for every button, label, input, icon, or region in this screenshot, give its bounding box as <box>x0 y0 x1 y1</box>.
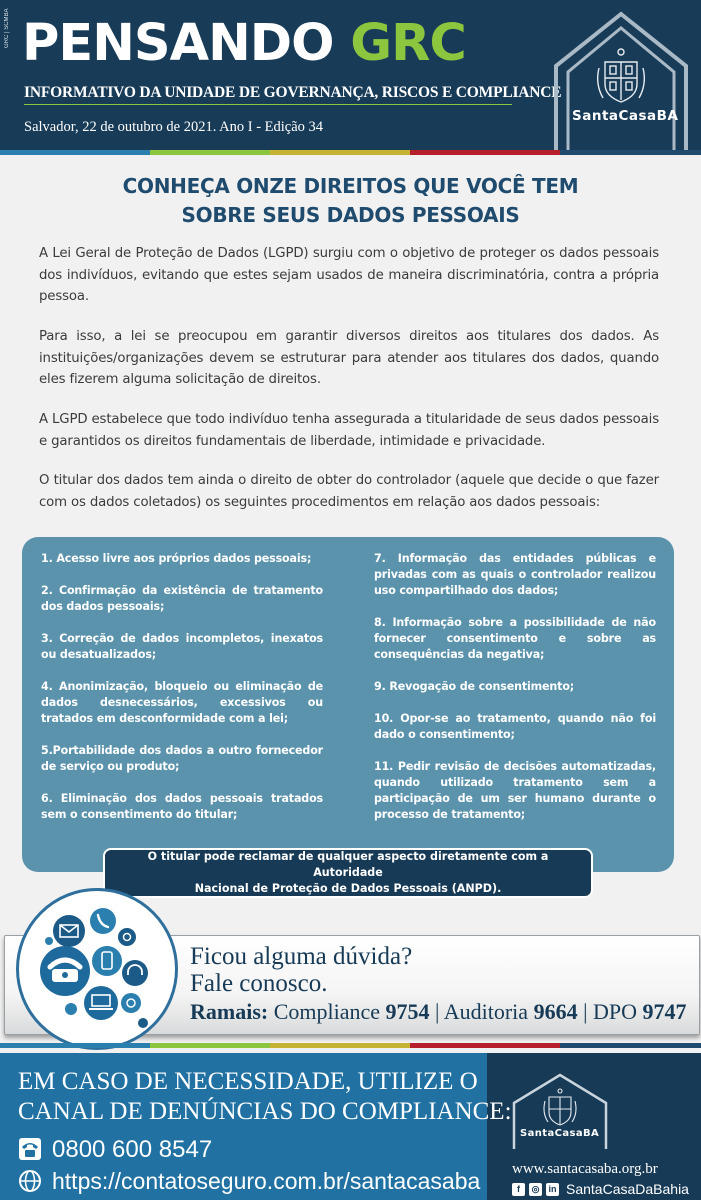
settings-icon <box>118 928 136 946</box>
hotline-number[interactable]: 0800 600 8547 <box>52 1136 213 1163</box>
right-item-2: 2. Confirmação da existência de tratamento dos dados pessoais; <box>41 584 323 613</box>
paragraph-3: A LGPD estabelece que todo indivíduo tenha assegurada a titularidade de seus dados pessoais e garantidos os direitos fundamentais de liberdade, intimidade e privacidade. <box>39 412 659 449</box>
separator-1: | <box>435 999 440 1024</box>
side-tag: GRC | SCMBA <box>4 8 10 48</box>
contact-question: Ficou alguma dúvida? <box>190 943 413 970</box>
telephone-icon <box>18 1137 42 1161</box>
title-accent: GRC <box>350 14 466 73</box>
edition-dateline: Salvador, 22 de outubro de 2021. Ano I - Edição 34 <box>24 119 324 135</box>
laptop-icon <box>84 986 118 1020</box>
facebook-icon[interactable]: f <box>512 1183 525 1196</box>
mobile-icon <box>92 946 122 976</box>
social-handles <box>512 1181 689 1197</box>
linkedin-icon[interactable]: in <box>546 1183 559 1196</box>
headline-line-2: SOBRE SEUS DADOS PESSOAIS <box>181 203 520 227</box>
whistleblower-heading-line-2: CANAL DE DENÚNCIAS DO COMPLIANCE: <box>18 1098 512 1125</box>
right-item-10: 10. Opor-se ao tratamento, quando não foi dado o consentimento; <box>374 712 656 741</box>
headline-line-1: CONHEÇA ONZE DIREITOS QUE VOCÊ TEM <box>122 174 579 198</box>
email-icon <box>53 915 85 947</box>
at-icon <box>121 993 141 1013</box>
ramais-label: Ramais: <box>190 999 269 1024</box>
paragraph-2: Para isso, a lei se preocupou em garantir diversos direitos aos titulares dos dados. As instituições/organizações devem se estruturar para atender aos titulares dos dados, quando eles fizerem alguma solicitação de direitos. <box>39 329 659 387</box>
right-item-3: 3. Correção de dados incompletos, inexatos ou desatualizados; <box>41 632 323 661</box>
right-item-8: 8. Informação sobre a possibilidade de não fornecer consentimento e sobre as consequências da negativa; <box>374 616 656 661</box>
right-item-5: 5.Portabilidade dos dados a outro fornecedor de serviço ou produto; <box>41 744 323 773</box>
footer <box>0 1053 701 1200</box>
phone-icon <box>90 908 116 934</box>
telephone-icon <box>40 946 90 996</box>
right-item-11: 11. Pedir revisão de decisões automatizadas, quando utilizado tratamento sem a participação de um ser humano durante o processo de tratamento; <box>374 760 656 821</box>
right-item-4: 4. Anonimização, bloqueio ou eliminação de dados desnecessários, excessivos ou tratados em desconformidade com a lei; <box>41 680 323 725</box>
right-item-1: 1. Acesso livre aos próprios dados pessoais; <box>41 552 312 565</box>
communication-icons-cluster <box>19 891 175 1047</box>
extensions-line <box>190 997 686 1027</box>
right-item-6: 6. Eliminação dos dados pessoais tratados sem o consentimento do titular; <box>41 792 323 821</box>
title-main: PENSANDO <box>22 14 334 73</box>
dpo-label: DPO <box>592 999 637 1024</box>
rights-column-right <box>374 551 656 839</box>
footer-logo-text: SantaCasaBA <box>520 1128 600 1139</box>
newsletter-subtitle: INFORMATIVO DA UNIDADE DE GOVERNANÇA, RISCOS E COMPLIANCE <box>24 84 562 101</box>
paragraph-4: O titular dos dados tem ainda o direito de obter do controlador (aquele que decide o que fazer com os dados coletados) os seguintes procedimentos em relação aos dados pessoais: <box>39 473 659 510</box>
whistleblower-heading <box>18 1067 512 1127</box>
compliance-label: Compliance <box>273 999 381 1024</box>
contact-icons-circle <box>16 888 178 1050</box>
anpd-notice-line-1: O titular pode reclamar de qualquer aspecto diretamente com a Autoridade <box>147 850 549 879</box>
rights-column-left <box>41 551 323 839</box>
subtitle-underline <box>24 104 512 105</box>
right-item-7: 7. Informação das entidades públicas e privadas com as quais o controlador realizou uso compartilhado dos dados; <box>374 552 656 597</box>
whistleblower-url[interactable]: https://contatoseguro.com.br/santacasaba <box>52 1168 481 1194</box>
contact-info <box>190 943 686 1027</box>
headset-icon <box>122 960 148 986</box>
compliance-extension: 9754 <box>385 999 430 1024</box>
anpd-notice <box>103 848 593 898</box>
dpo-extension: 9747 <box>642 999 687 1024</box>
santacasa-logo-icon <box>536 8 701 150</box>
social-handle[interactable]: SantaCasaDaBahia <box>566 1181 689 1197</box>
rights-list-box <box>22 537 674 872</box>
newsletter-title <box>22 14 466 74</box>
header-color-strip <box>0 150 701 155</box>
footer-color-strip <box>0 1043 701 1048</box>
header-logo-text: SantaCasaBA <box>572 108 679 124</box>
article-headline <box>0 172 701 230</box>
paragraph-1: A Lei Geral de Proteção de Dados (LGPD) surgiu com o objetivo de proteger os dados pessoais dos indivíduos, evitando que estes sejam usados de maneira discriminatória, contra a própria pessoa. <box>39 246 659 304</box>
separator-2: | <box>583 999 588 1024</box>
whistleblower-heading-line-1: EM CASO DE NECESSIDADE, UTILIZE O <box>18 1068 478 1095</box>
contact-invite: Fale conosco. <box>190 970 328 997</box>
auditoria-label: Auditoria <box>443 999 529 1024</box>
globe-icon <box>18 1169 42 1193</box>
anpd-notice-line-2: Nacional de Proteção de Dados Pessoais (ANPD). <box>194 882 502 895</box>
instagram-icon[interactable]: ◎ <box>529 1183 542 1196</box>
right-item-9: 9. Revogação de consentimento; <box>374 680 575 693</box>
website-link[interactable]: www.santacasaba.org.br <box>512 1161 658 1177</box>
auditoria-extension: 9664 <box>533 999 578 1024</box>
masthead <box>0 0 701 150</box>
